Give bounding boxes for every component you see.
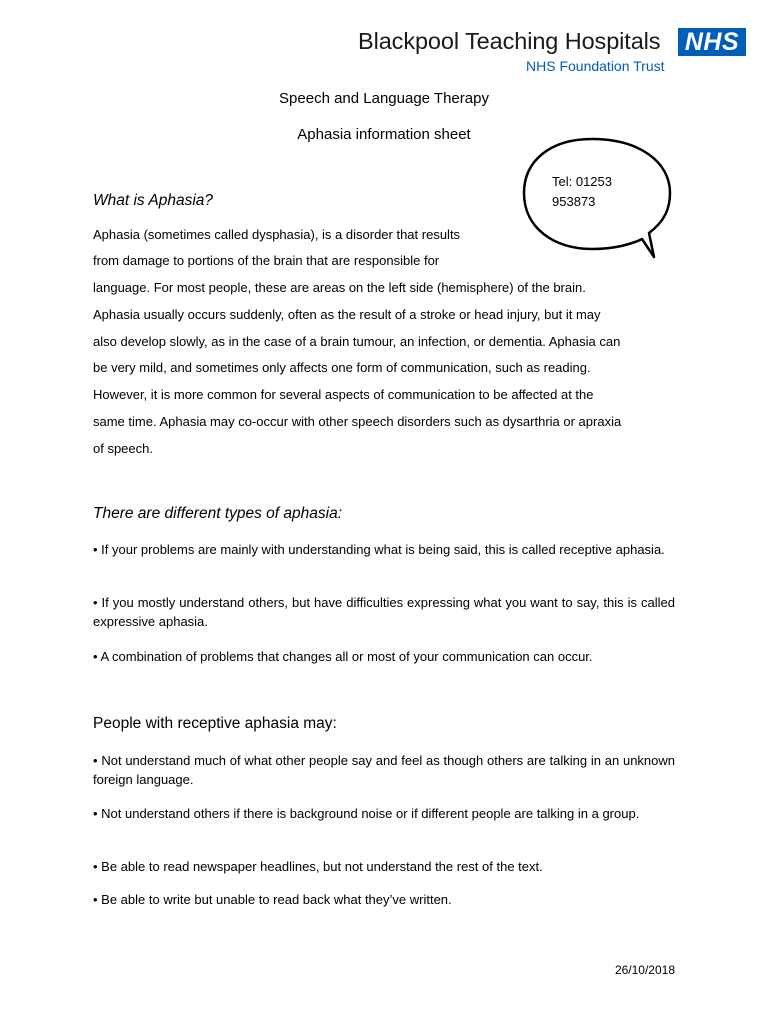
department-title: Speech and Language Therapy	[279, 90, 489, 107]
receptive-heading: People with receptive aphasia may:	[93, 715, 337, 732]
trust-name: NHS Foundation Trust	[526, 58, 665, 74]
para-line: language. For most people, these are areas on the left side (hemisphere) of the brain.	[93, 280, 586, 295]
list-item: • A combination of problems that changes all or most of your communication can occur.	[93, 649, 593, 664]
para-line: also develop slowly, as in the case of a brain tumour, an infection, or dementia. Aphasia can	[93, 334, 621, 349]
para-line: However, it is more common for several aspects of communication to be affected at the	[93, 387, 594, 402]
document-date: 26/10/2018	[614, 963, 675, 977]
document-title: Aphasia information sheet	[297, 126, 471, 143]
nhs-logo: NHS	[678, 28, 746, 56]
para-line: Aphasia (sometimes called dysphasia), is a disorder that results	[93, 227, 461, 242]
bubble-phone	[552, 172, 612, 212]
para-line: same time. Aphasia may co-occur with other speech disorders such as dysarthria or apraxia	[93, 414, 622, 429]
para-line: from damage to portions of the brain that are responsible for	[93, 253, 440, 268]
list-item: • Be able to read newspaper headlines, but not understand the rest of the text.	[93, 859, 543, 874]
list-item: • Not understand others if there is background noise or if different people are talking in a group.	[93, 806, 640, 821]
list-item: • Be able to write but unable to read back what they’ve written.	[93, 892, 452, 907]
bubble-line-1: Tel: 01253	[552, 174, 612, 189]
list-item: • If you mostly understand others, but have difficulties expressing what you want to say, this is called expressive aphasia.	[93, 595, 675, 629]
list-item: • If your problems are mainly with understanding what is being said, this is called receptive aphasia.	[93, 542, 665, 557]
list-item: • Not understand much of what other people say and feel as though others are talking in an unknown foreign language.	[93, 753, 675, 787]
types-heading: There are different types of aphasia:	[93, 505, 343, 522]
para-line: Aphasia usually occurs suddenly, often as the result of a stroke or head injury, but it may	[93, 307, 601, 322]
what-is-aphasia-heading: What is Aphasia?	[93, 192, 214, 209]
org-name: Blackpool Teaching Hospitals	[358, 28, 661, 54]
para-line: be very mild, and sometimes only affects one form of communication, such as reading.	[93, 360, 591, 375]
bubble-line-2: 953873	[552, 194, 596, 209]
para-line: of speech.	[93, 441, 153, 456]
